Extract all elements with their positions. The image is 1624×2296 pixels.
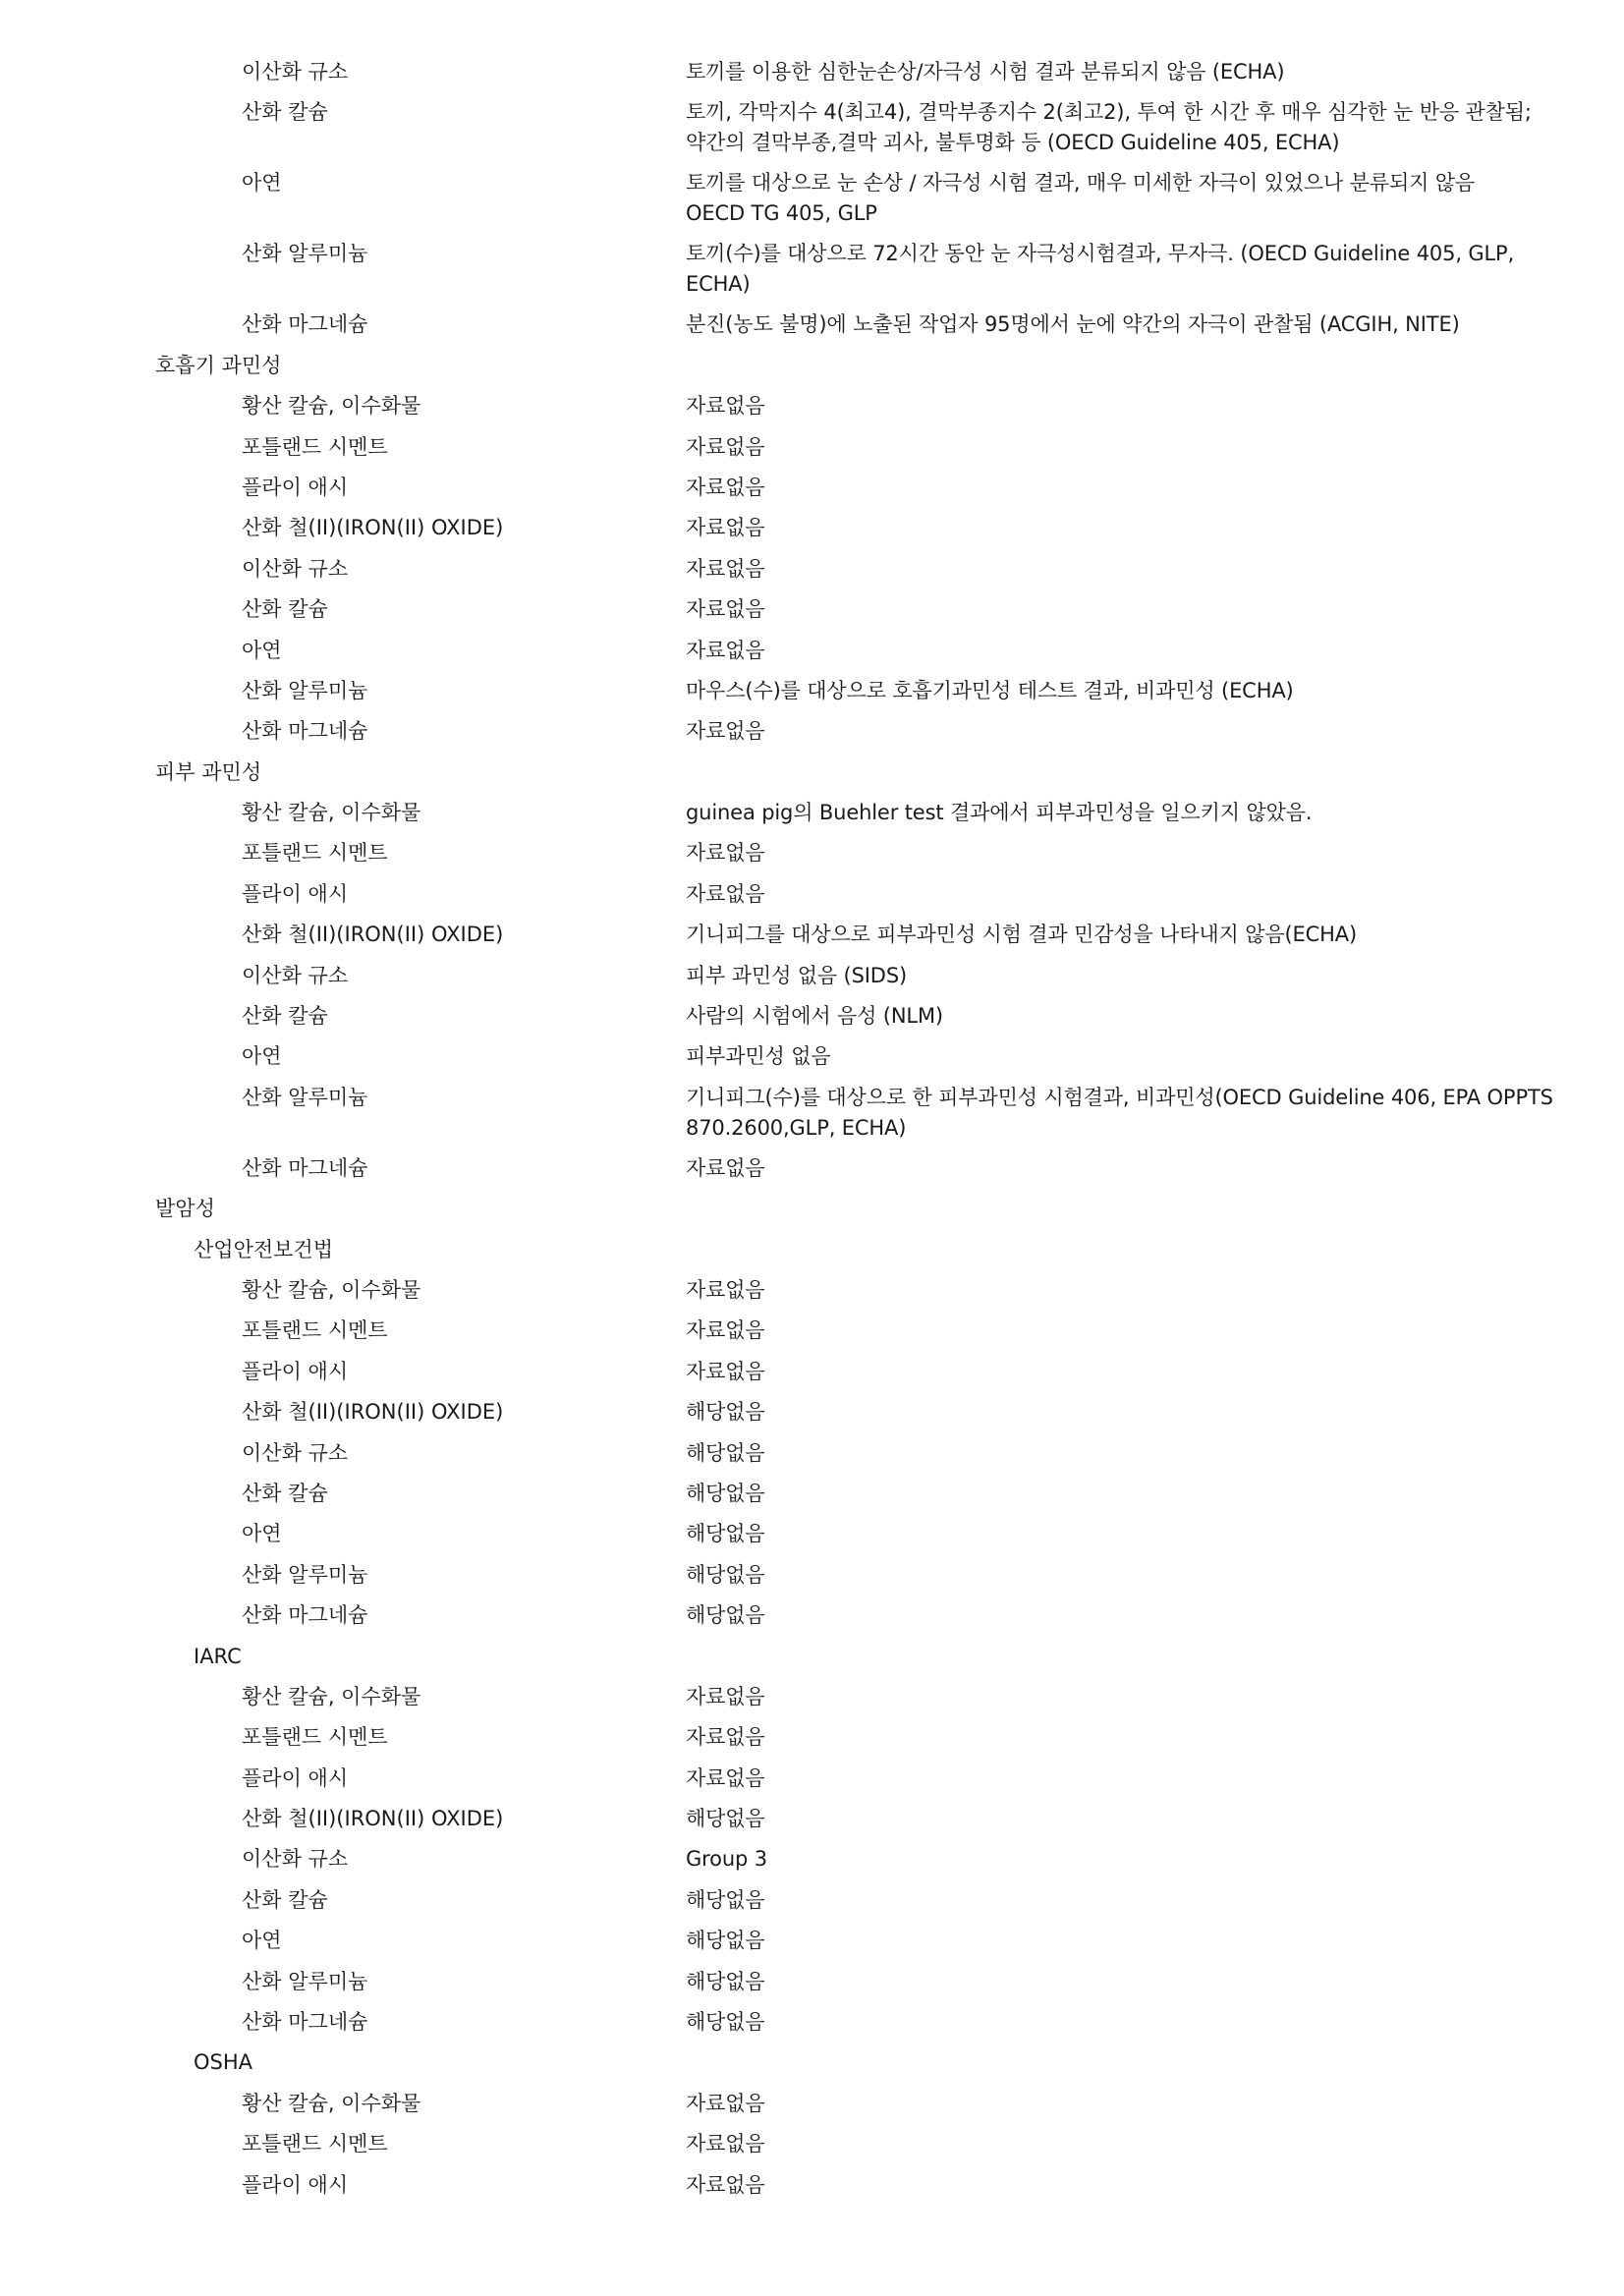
substance-row	[0, 1714, 1624, 1755]
property-value: 자료없음	[686, 841, 765, 866]
property-value: 자료없음	[686, 434, 765, 459]
substance-row	[0, 2121, 1624, 2161]
substance-row	[0, 1918, 1624, 1958]
substance-row	[0, 1349, 1624, 1389]
substance-row	[0, 1593, 1624, 1633]
subsection-title: IARC	[194, 1644, 242, 1668]
property-value: 자료없음	[686, 597, 765, 622]
substance-row	[0, 1836, 1624, 1876]
substance-row	[0, 2162, 1624, 2203]
substance-row	[0, 912, 1624, 952]
property-value	[686, 1634, 1560, 1644]
property-value: 해당없음	[686, 1807, 765, 1831]
property-value: 피부과민성 없음	[686, 1044, 831, 1069]
property-value: 자료없음	[686, 556, 765, 581]
substance-row	[0, 1511, 1624, 1551]
substance-name: 산화 철(II)(IRON(II) OXIDE)	[242, 1807, 504, 1831]
document-body	[0, 49, 1624, 2203]
subsection-title: OSHA	[194, 2050, 253, 2075]
substance-name: 포틀랜드 시멘트	[242, 1725, 388, 1750]
property-value: guinea pig의 Buehler test 결과에서 피부과민성을 일으키지 않았음.	[686, 801, 1313, 825]
subsection-heading-row	[0, 1634, 1624, 1674]
substance-row	[0, 1146, 1624, 1186]
substance-name: 산화 철(II)(IRON(II) OXIDE)	[242, 1400, 504, 1425]
subsection-title: 산업안전보건법	[194, 1237, 334, 1261]
substance-name: 이산화 규소	[242, 1847, 349, 1872]
substance-row	[0, 1471, 1624, 1511]
property-value: 자료없음	[686, 394, 765, 419]
substance-row	[0, 1674, 1624, 1714]
property-value: 분진(농도 불명)에 노출된 작업자 95명에서 눈에 약간의 자극이 관찰됨 (ACGIH, NITE)	[686, 312, 1460, 337]
substance-row	[0, 1389, 1624, 1429]
substance-row	[0, 1756, 1624, 1796]
substance-name: 이산화 규소	[242, 963, 349, 987]
substance-row	[0, 49, 1624, 89]
property-value: 자료없음	[686, 516, 765, 540]
substance-name: 산화 철(II)(IRON(II) OXIDE)	[242, 516, 504, 540]
substance-row	[0, 668, 1624, 708]
section-title: 피부 과민성	[155, 759, 262, 784]
property-value: 자료없음	[686, 1155, 765, 1180]
property-value: 해당없음	[686, 1562, 765, 1587]
property-value: Group 3	[686, 1847, 767, 1872]
substance-row	[0, 1552, 1624, 1593]
substance-row	[0, 953, 1624, 993]
substance-name: 산화 칼슘	[242, 597, 328, 622]
substance-name: 산화 알루미늄	[242, 1562, 368, 1587]
substance-name: 포틀랜드 시멘트	[242, 2132, 388, 2156]
property-value: 자료없음	[686, 2172, 765, 2197]
property-value: 자료없음	[686, 1684, 765, 1708]
substance-row	[0, 1308, 1624, 1348]
property-value: 해당없음	[686, 1969, 765, 1993]
subsection-heading-row	[0, 1227, 1624, 1267]
substance-name: 황산 칼슘, 이수화물	[242, 1684, 421, 1708]
substance-name: 이산화 규소	[242, 556, 349, 581]
substance-name: 포틀랜드 시멘트	[242, 1318, 388, 1343]
substance-row	[0, 871, 1624, 912]
property-value: 자료없음	[686, 719, 765, 744]
property-value: 자료없음	[686, 1725, 765, 1750]
property-value	[686, 343, 1560, 353]
substance-name: 이산화 규소	[242, 1440, 349, 1465]
property-value: 마우스(수)를 대상으로 호흡기과민성 테스트 결과, 비과민성 (ECHA)	[686, 678, 1294, 702]
substance-row	[0, 1267, 1624, 1308]
section-title: 발암성	[155, 1197, 215, 1221]
substance-row	[0, 1430, 1624, 1471]
substance-name: 산화 알루미늄	[242, 1085, 368, 1109]
property-value: 자료없음	[686, 1318, 765, 1343]
property-value: 기니피그(수)를 대상으로 한 피부과민성 시험결과, 비과민성(OECD Guideline 406, EPA OPPTS 870.2600,GLP, ECHA)	[686, 1085, 1553, 1140]
substance-name: 산화 칼슘	[242, 1481, 328, 1505]
substance-row	[0, 231, 1624, 302]
substance-name: 아연	[242, 638, 282, 662]
substance-row	[0, 160, 1624, 231]
substance-name: 황산 칼슘, 이수화물	[242, 801, 421, 825]
substance-name: 산화 마그네슘	[242, 312, 368, 337]
substance-name: 산화 마그네슘	[242, 719, 368, 744]
property-value: 자료없음	[686, 1359, 765, 1383]
substance-name: 포틀랜드 시멘트	[242, 434, 388, 459]
substance-name: 산화 칼슘	[242, 1004, 328, 1029]
substance-row	[0, 383, 1624, 423]
substance-row	[0, 587, 1624, 627]
property-value: 토끼를 이용한 심한눈손상/자극성 시험 결과 분류되지 않음 (ECHA)	[686, 60, 1285, 84]
substance-name: 산화 마그네슘	[242, 1603, 368, 1628]
substance-name: 황산 칼슘, 이수화물	[242, 1277, 421, 1302]
substance-name: 산화 마그네슘	[242, 1155, 368, 1180]
section-heading-row	[0, 750, 1624, 790]
substance-row	[0, 1796, 1624, 1836]
property-value	[686, 1227, 1560, 1237]
substance-row	[0, 546, 1624, 587]
substance-name: 산화 마그네슘	[242, 2010, 368, 2035]
substance-name: 산화 칼슘	[242, 100, 328, 125]
property-value	[686, 2040, 1560, 2049]
property-value: 자료없음	[686, 638, 765, 662]
substance-row	[0, 89, 1624, 160]
property-value: 토끼, 각막지수 4(최고4), 결막부종지수 2(최고2), 투여 한 시간 후 매우 심각한 눈 반응 관찰됨; 약간의 결막부종,결막 괴사, 불투명화 등 (OECD Guideline 405, ECHA)	[686, 100, 1532, 155]
property-value: 해당없음	[686, 2010, 765, 2035]
property-value: 해당없음	[686, 1440, 765, 1465]
substance-row	[0, 993, 1624, 1034]
property-value: 토끼(수)를 대상으로 72시간 동안 눈 자극성시험결과, 무자극. (OECD Guideline 405, GLP, ECHA)	[686, 242, 1515, 297]
property-value: 해당없음	[686, 1887, 765, 1912]
substance-name: 플라이 애시	[242, 475, 349, 499]
substance-row	[0, 1034, 1624, 1074]
substance-row	[0, 1877, 1624, 1918]
property-value	[686, 750, 1560, 759]
subsection-heading-row	[0, 2040, 1624, 2080]
section-heading-row	[0, 343, 1624, 383]
property-value: 피부 과민성 없음 (SIDS)	[686, 963, 908, 987]
substance-row	[0, 1075, 1624, 1146]
property-value: 해당없음	[686, 1929, 765, 1953]
substance-row	[0, 505, 1624, 545]
substance-name: 플라이 애시	[242, 1359, 349, 1383]
property-value: 자료없음	[686, 1765, 765, 1790]
property-value: 해당없음	[686, 1400, 765, 1425]
substance-name: 황산 칼슘, 이수화물	[242, 2091, 421, 2115]
substance-row	[0, 465, 1624, 505]
substance-row	[0, 1959, 1624, 1999]
substance-row	[0, 708, 1624, 749]
section-heading-row	[0, 1186, 1624, 1226]
property-value	[686, 1186, 1560, 1196]
property-value: 토끼를 대상으로 눈 손상 / 자극성 시험 결과, 매우 미세한 자극이 있었으나 분류되지 않음 OECD TG 405, GLP	[686, 171, 1476, 226]
substance-name: 산화 알루미늄	[242, 678, 368, 702]
property-value: 기니피그를 대상으로 피부과민성 시험 결과 민감성을 나타내지 않음(ECHA)	[686, 923, 1358, 947]
property-value: 자료없음	[686, 475, 765, 499]
substance-row	[0, 830, 1624, 870]
substance-name: 플라이 애시	[242, 881, 349, 906]
substance-row	[0, 2081, 1624, 2121]
property-value: 자료없음	[686, 2091, 765, 2115]
substance-row	[0, 302, 1624, 342]
substance-name: 아연	[242, 1929, 282, 1953]
property-value: 자료없음	[686, 1277, 765, 1302]
property-value: 해당없음	[686, 1481, 765, 1505]
substance-row	[0, 424, 1624, 465]
substance-name: 산화 알루미늄	[242, 1969, 368, 1993]
substance-name: 황산 칼슘, 이수화물	[242, 394, 421, 419]
property-value: 자료없음	[686, 881, 765, 906]
substance-name: 산화 칼슘	[242, 1887, 328, 1912]
substance-name: 산화 알루미늄	[242, 242, 368, 266]
substance-name: 아연	[242, 1522, 282, 1546]
property-value: 해당없음	[686, 1603, 765, 1628]
substance-name: 플라이 애시	[242, 1765, 349, 1790]
substance-name: 아연	[242, 171, 282, 196]
substance-row	[0, 1999, 1624, 2040]
section-title: 호흡기 과민성	[155, 353, 282, 377]
substance-row	[0, 628, 1624, 668]
property-value: 자료없음	[686, 2132, 765, 2156]
substance-name: 아연	[242, 1044, 282, 1069]
substance-name: 산화 철(II)(IRON(II) OXIDE)	[242, 923, 504, 947]
substance-name: 플라이 애시	[242, 2172, 349, 2197]
property-value: 해당없음	[686, 1522, 765, 1546]
substance-name: 이산화 규소	[242, 60, 349, 84]
property-value: 사람의 시험에서 음성 (NLM)	[686, 1004, 943, 1029]
substance-name: 포틀랜드 시멘트	[242, 841, 388, 866]
substance-row	[0, 790, 1624, 830]
